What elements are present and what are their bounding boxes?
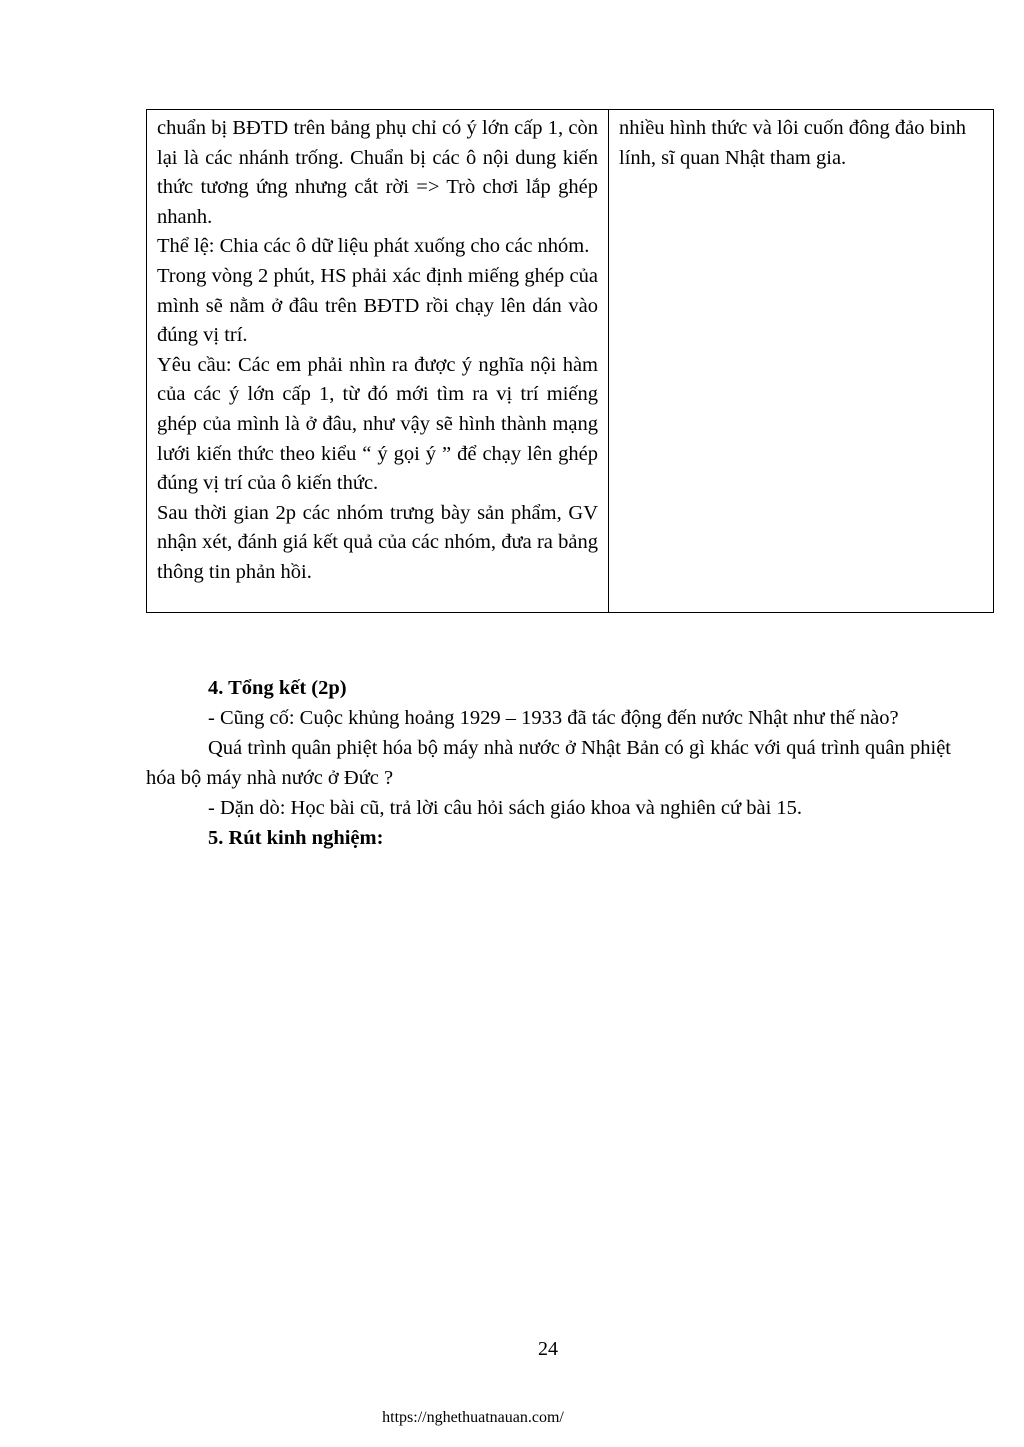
table-paragraph: Thể lệ: Chia các ô dữ liệu phát xuống cho các nhóm. bbox=[157, 235, 590, 258]
table-paragraph: nhiều hình thức và lôi cuốn đông đảo binh lính, sĩ quan Nhật tham gia. bbox=[619, 117, 967, 169]
table-paragraph: chuẩn bị BĐTD trên bảng phụ chỉ có ý lớn cấp 1, còn lại là các nhánh trống. Chuẩn bị các ô nội dung kiến thức tương ứng nhưng cắt rời => Trò chơi lắp ghép nhanh. bbox=[157, 117, 598, 228]
activity-cell bbox=[147, 110, 609, 613]
page-number: 24 bbox=[538, 1338, 558, 1360]
table-paragraph: Sau thời gian 2p các nhóm trưng bày sản phẩm, GV nhận xét, đánh giá kết quả của các nhóm, đưa ra bảng thông tin phản hồi. bbox=[157, 501, 598, 583]
summary-heading: 4. Tổng kết (2p) bbox=[208, 677, 347, 699]
experience-heading: 5. Rút kinh nghiệm: bbox=[208, 827, 384, 849]
content-cell bbox=[609, 110, 994, 613]
review-question: Quá trình quân phiệt hóa bộ máy nhà nước ở Nhật Bản có gì khác với quá trình quân phiệt hóa bộ máy nhà nước ở Đức ? bbox=[146, 737, 951, 789]
footer-link[interactable]: https://nghethuatnauan.com/ bbox=[382, 1409, 564, 1426]
homework-note: - Dặn dò: Học bài cũ, trả lời câu hỏi sách giáo khoa và nghiên cứ bài 15. bbox=[208, 797, 803, 819]
table-paragraph: Trong vòng 2 phút, HS phải xác định miếng ghép của mình sẽ nằm ở đâu trên BĐTD rồi chạy lên dán vào đúng vị trí. bbox=[157, 264, 598, 347]
table-row bbox=[147, 110, 994, 613]
summary-section bbox=[146, 673, 951, 853]
table-paragraph: Yêu cầu: Các em phải nhìn ra được ý nghĩa nội hàm của các ý lớn cấp 1, từ đó mới tìm ra vị trí miếng ghép của mình là ở đâu, như vậy sẽ hình thành mạng lưới kiến thức theo kiểu “ ý gọi ý ” để chạy lên ghép đúng vị trí của ô kiến thức. bbox=[157, 353, 598, 495]
lesson-table bbox=[146, 109, 994, 613]
review-question: - Cũng cố: Cuộc khủng hoảng 1929 – 1933 đã tác động đến nước Nhật như thế nào? bbox=[208, 707, 899, 729]
